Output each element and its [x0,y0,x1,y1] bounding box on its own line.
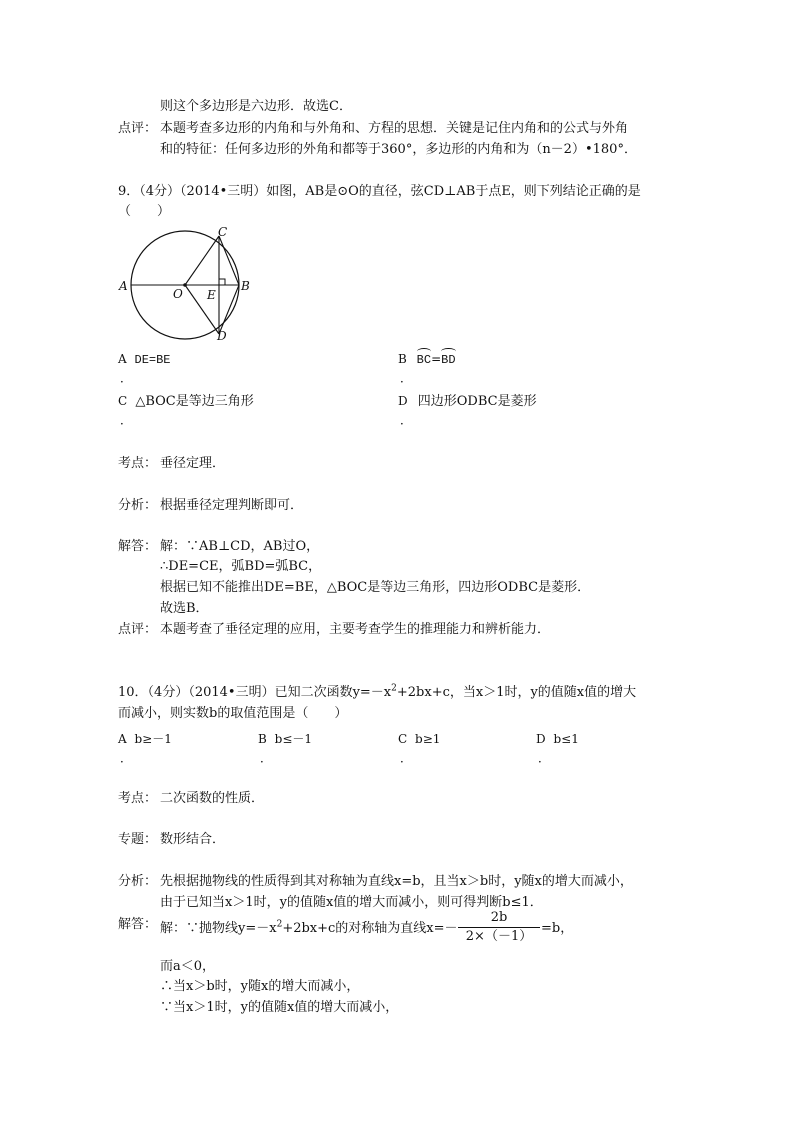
q9-jieda-line2: ∴DE=CE，弧BD=弧BC， [160,559,322,574]
q10-option-a-letter: A [118,732,127,746]
q10-kaodian: 二次函数的性质． [160,791,265,806]
q10-fenxi-line2: 由于已知当x＞1时，y的值随x值的增大而减小，则可得判断b≤1． [160,895,543,910]
q10-fraction [458,910,540,945]
q9-option-c-letter: C [118,394,128,408]
q10-jieda-part2: +2bx+c的对称轴为直线x=－ [282,921,458,936]
label-c: C [218,225,228,239]
q10-option-b [258,730,312,748]
q10-option-a [118,730,172,748]
q10-option-d-text: b≤1 [553,732,579,746]
q9-stem-line1: 9．（4分）（2014•三明）如图，AB是⊙O的直径，弦CD⊥AB于点E，则下列结论正确的是 [118,184,641,199]
q10-stem-line1 [118,684,636,702]
q10-fenxi-line1: 先根据抛物线的性质得到其对称轴为直线x=b，且当x＞b时，y随x的增大而减小， [160,874,633,889]
q10-option-d-letter: D [536,732,546,746]
q10-option-c-text: b≥1 [415,732,441,746]
q9-kaodian: 垂径定理． [160,456,226,471]
q9-option-d [398,392,537,411]
q9-circle-figure [115,224,255,344]
prev-comment-line1: 本题考查多边形的内角和与外角和、方程的思想．关键是记住内角和的公式与外角 [160,121,629,136]
segment-cb [219,236,239,285]
q10-jieda-line3: ∴当x＞b时，y随x的增大而减小， [160,979,360,994]
q10-stem-sup: 2 [391,683,397,694]
center-point [183,283,187,287]
q10-option-d [536,730,579,748]
q9-dianping: 本题考查了垂径定理的应用，主要考查学生的推理能力和辨析能力． [160,622,551,637]
q9-option-d-dot: ． [400,413,413,427]
q9-option-a-text: DE=BE [134,353,171,367]
q10-option-a-text: b≥－1 [134,732,172,746]
q10-kaodian-label: 考点： [118,791,158,806]
q9-option-a-letter: A [118,352,127,366]
q9-option-c [118,392,254,411]
q9-jieda-line1: 解：∵AB⊥CD，AB过O， [160,539,320,554]
q9-stem-line2: （ ） [118,204,171,219]
q9-option-d-text: 四边形ODBC是菱形 [417,394,537,409]
q10-zhuanti-label: 专题： [118,832,158,847]
q10-fenxi-label: 分析： [118,874,158,889]
q10-jieda-line4: ∵当x＞1时，y的值随x值的增大而减小， [160,1000,399,1015]
q10-stem-part1: 10．（4分）（2014•三明）已知二次函数y=－x [118,685,392,700]
q10-zhuanti: 数形结合． [160,832,226,847]
q9-option-b-letter: B [398,352,407,366]
q9-dianping-label: 点评： [118,622,158,637]
q9-kaodian-label: 考点： [118,456,158,471]
q9-option-a [118,350,171,369]
q9-fenxi: 根据垂径定理判断即可． [160,498,304,513]
q10-stem-part2: +2bx+c，当x＞1时，y的值随x值的增大 [396,685,637,700]
q9-option-c-dot: ． [120,413,133,427]
q10-option-d-dot: ． [538,751,551,765]
q10-option-c-letter: C [398,732,408,746]
q10-stem-line2: 而减小，则实数b的取值范围是（ ） [118,706,348,721]
right-angle-mark [219,279,225,285]
q9-option-b [398,350,456,369]
q9-jieda-line4: 故选B． [160,601,209,616]
q10-fraction-bar [458,927,540,928]
q9-option-d-letter: D [398,394,408,408]
label-a: A [119,279,128,293]
q9-option-c-text: △BOC是等边三角形 [135,394,254,409]
q10-option-a-dot: ． [120,751,133,765]
q10-option-c-dot: ． [400,751,413,765]
q10-option-c [398,730,440,748]
q9-option-b-arc-bc: BC [416,353,432,367]
prev-comment-label: 点评： [118,121,158,136]
q10-fraction-denominator: 2×（－1） [465,929,533,944]
q10-jieda-result: =b， [541,921,574,936]
q10-option-b-text: b≤－1 [274,732,313,746]
q10-jieda-line1 [160,920,458,938]
segment-oc [185,236,219,285]
label-d: D [217,329,227,343]
q10-jieda-sup: 2 [276,919,283,930]
prev-conclusion: 则这个多边形是六边形．故选C． [160,99,352,114]
q9-option-b-dot: ． [400,371,413,385]
q10-jieda-part1: 解：∵抛物线y=－x [160,921,277,936]
q9-jieda-label: 解答： [118,539,158,554]
q9-option-b-arc-bd: BD [441,353,456,367]
q9-option-b-eq: = [431,352,442,366]
q10-jieda-line2: 而a＜0， [160,959,216,974]
prev-comment-line2: 和的特征：任何多边形的外角和都等于360°，多边形的内角和为（n－2）•180°． [160,142,637,157]
q10-jieda-label: 解答： [118,917,158,932]
q9-jieda-line3: 根据已知不能推出DE=BE，△BOC是等边三角形，四边形ODBC是菱形． [160,580,591,595]
q9-fenxi-label: 分析： [118,498,158,513]
label-b: B [241,279,250,293]
label-o: O [173,287,183,301]
label-e: E [207,288,216,302]
q9-option-a-dot: ． [120,371,133,385]
segment-db [219,285,239,334]
q10-fraction-numerator: 2b [490,910,508,925]
q10-option-b-letter: B [258,732,267,746]
q10-option-b-dot: ． [260,751,273,765]
